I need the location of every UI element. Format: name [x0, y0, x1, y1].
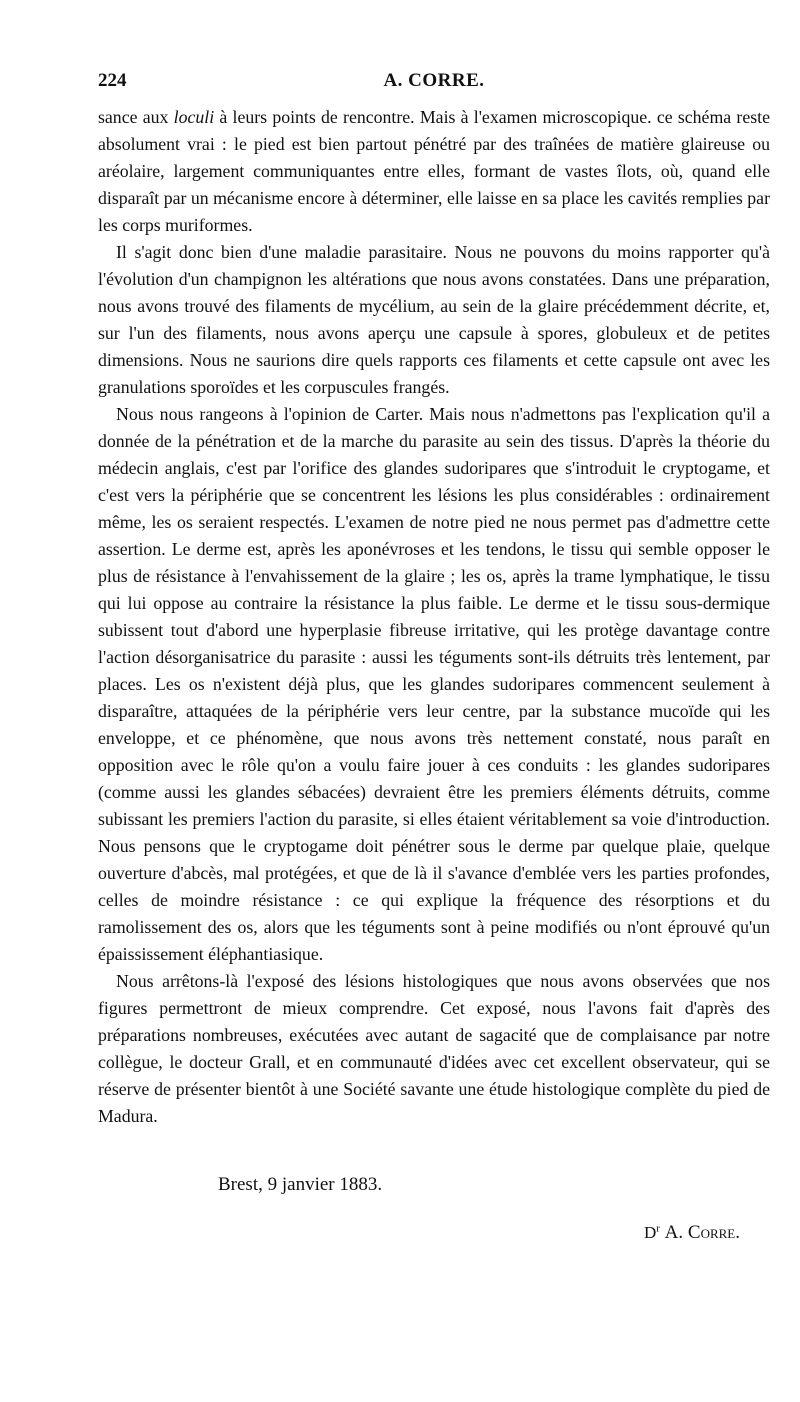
author-signature — [644, 1222, 740, 1244]
paragraph-1-rest: à leurs points de rencontre. Mais à l'examen microscopique. ce schéma reste absolument vrai : le pied est bien partout pénétré par des traînées de matière glaireuse ou aréolaire, largement communiquantes entre elles, formant de vastes îlots, où, quand elle disparaît par un mécanisme encore à déterminer, elle laisse en sa place les cavités remplies par les corps muriformes. — [98, 107, 770, 235]
signature-title: $D^r$ — [643, 1222, 660, 1242]
signoff — [98, 1144, 770, 1254]
document-page — [98, 70, 770, 1254]
italic-term: loculi — [173, 107, 215, 127]
paragraph-1 — [98, 104, 770, 239]
paragraph-4: Nous arrêtons-là l'exposé des lésions histologiques que nous avons observées que nos figures permettront de mieux comprendre. Cet exposé, nous l'avons fait d'après des préparations nombreuses, exécutées avec autant de sagacité que de complaisance par notre collègue, le docteur Grall, et en communauté d'idées avec cet excellent observateur, qui se réserve de présenter bientôt à une Société savante une étude histologique complète du pied de Madura. — [98, 971, 770, 1126]
paragraph-3: Nous nous rangeons à l'opinion de Carter. Mais nous n'admettons pas l'explication qu'il a donnée de la pénétration et de la marche du parasite au sein des tissus. D'après la théorie du médecin anglais, c'est par l'orifice des glandes sudoripares que s'introduit le cryptogame, et c'est vers la périphérie que se concentrent les lésions les plus considérables : ordinairement même, les os seraient respectés. L'examen de notre pied ne nous permet pas d'admettre cette assertion. Le derme est, après les aponévroses et les tendons, le tissu qui semble opposer le plus de résistance à l'envahissement de la glaire ; les os, après la trame lymphatique, le tissu qui lui oppose au contraire la résistance la plus faible. Le derme et le tissu sous-dermique subissent tout d'abord une hyperplasie fibreuse irritative, qui les protège davantage contre l'action désorganisatrice du parasite : aussi les téguments sont-ils détruits très lentement, par places. Les os n'existent déjà plus, que les glandes sudoripares commencent seulement à disparaître, attaquées de la périphérie vers leur centre, par la substance mucoïde qui les enveloppe, et ce phénomène, que nous avons très nettement constaté, nous paraît en opposition avec le rôle qu'on a voulu faire jouer à ces conduits : les glandes sudoripares (comme aussi les glandes sébacées) devraient être les premiers éléments détruits, comme subissant les premiers l'action du parasite, si elles étaient véritablement sa voie d'introduction. Nous pensons que le cryptogame doit pénétrer sous le derme par quelque plaie, quelque ouverture d'abcès, mal protégées, et que de là il s'avance d'emblée vers les parties profondes, celles de moindre résistance : ce qui explique la fréquence des résorptions et du ramolissement des os, alors que les téguments sont à peine modifiés ou n'ont éprouvé qu'un épaississement éléphantiasique. — [98, 404, 770, 964]
paragraph-2: Il s'agit donc bien d'une maladie parasitaire. Nous ne pouvons du moins rapporter qu'à l'évolution d'un champignon les altérations que nous avons constatées. Dans une préparation, nous avons trouvé des filaments de mycélium, au sein de la glaire précédemment décrite, et, sur l'un des filaments, nous avons aperçu une capsule à spores, globuleux et de petites dimensions. Nous ne saurions dire quels rapports ces filaments et cette capsule ont avec les granulations sporoïdes et les corpuscules frangés. — [98, 242, 770, 397]
running-title: A. CORRE. — [383, 70, 485, 91]
paragraph-1-start: sance aux — [98, 107, 174, 127]
body-text — [98, 104, 770, 1130]
running-head — [98, 70, 770, 100]
place-date: Brest, 9 janvier 1883. — [218, 1174, 383, 1195]
page-number: 224 — [98, 70, 127, 91]
signature-name: A. Corre. — [664, 1222, 740, 1243]
